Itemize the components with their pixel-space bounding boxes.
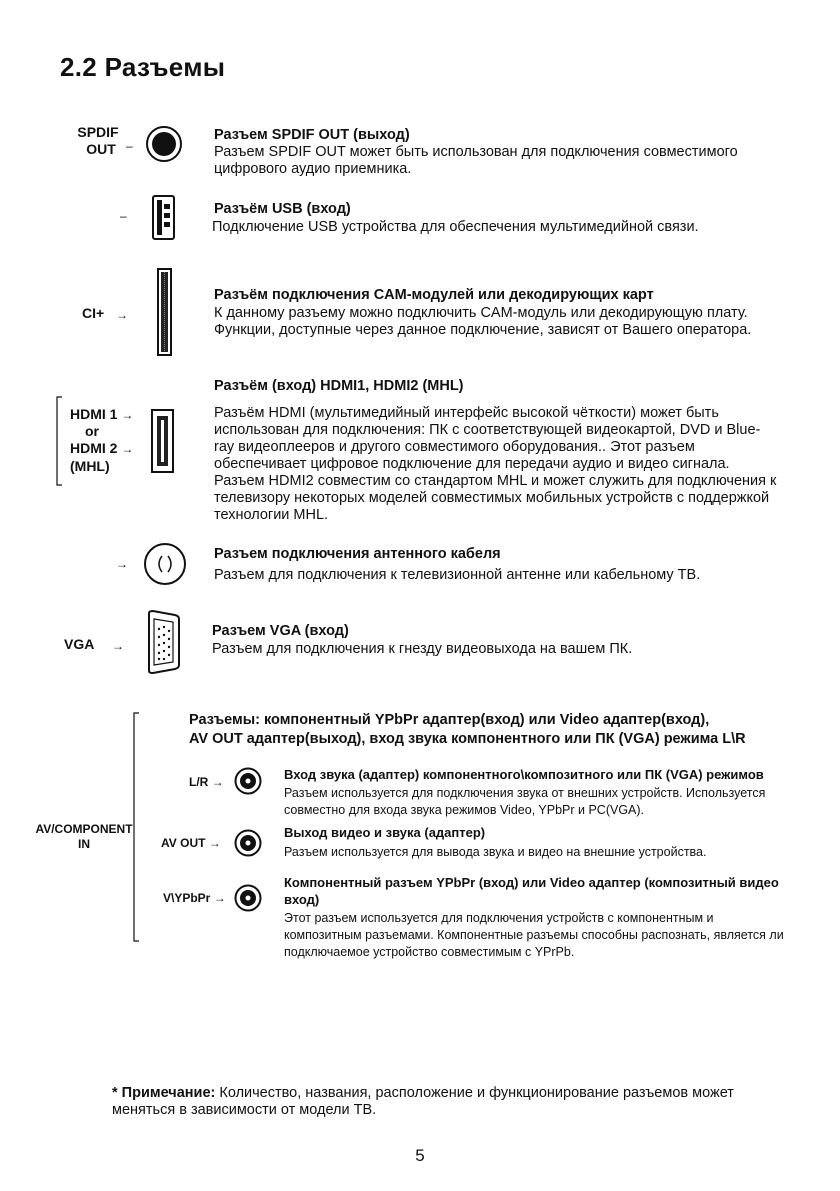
vga-label: VGA (64, 636, 95, 652)
ci-slot-icon (157, 268, 173, 358)
spdif-label (72, 124, 124, 158)
vga-pointer: → (112, 639, 124, 653)
lr-heading: Вход звука (адаптер) компонентного\композитного или ПК (VGA) режимов (284, 767, 764, 782)
hdmi-port-icon (150, 408, 176, 476)
spdif-pointer: – (126, 139, 133, 153)
avout-jack-icon (234, 829, 264, 859)
ci-description: К данному разъему можно подключить CAM-модуль или декодирующую плату. Функции, доступные через данное подключение, зависят от Вашего оператора. (214, 305, 752, 338)
avout-description: Разъем используется для вывода звука и видео на внешние устройства. (284, 845, 707, 859)
lr-label: L/R → (189, 775, 224, 789)
footnote (112, 1085, 772, 1119)
ypbpr-label-text: V\YPbPr (163, 891, 211, 905)
usb-port-icon (152, 195, 176, 241)
ci-pointer: → (116, 308, 128, 322)
hdmi-label-2: HDMI 2 → (70, 440, 134, 456)
footnote-text: Количество, названия, расположение и функционирование разъемов может меняться в зависимости от модели ТВ. (112, 1085, 734, 1118)
ypbpr-description: Этот разъем используется для подключения устройств с компонентным и композитным разъемами. Компонентные разъемы способны распознать, является ли подключаемое устройство совместимым с YPrPb. (284, 911, 784, 959)
avout-label: AV OUT → (161, 836, 221, 850)
antenna-heading: Разъем подключения антенного кабеля (214, 546, 501, 562)
spdif-label-line1: SPDIF (77, 124, 119, 140)
av-heading-line1: Разъемы: компонентный YPbPr адаптер(вход) или Video адаптер(вход), (189, 712, 710, 728)
avout-heading: Выход видео и звука (адаптер) (284, 825, 486, 840)
antenna-connector-icon (143, 542, 187, 586)
page-title: 2.2 Разъемы (60, 52, 226, 82)
hdmi-label-1: HDMI 1 → (70, 406, 134, 422)
spdif-label-line2: OUT (86, 141, 116, 157)
ci-heading: Разъём подключения CAM-модулей или декодирующих карт (214, 287, 654, 303)
lr-label-text: L/R (189, 775, 209, 789)
usb-pointer: – (120, 209, 127, 223)
vga-heading: Разъем VGA (вход) (212, 623, 349, 639)
vga-port-icon (145, 609, 183, 677)
lr-jack-icon (234, 767, 264, 797)
spdif-jack-icon (145, 125, 185, 165)
hdmi-heading: Разъём (вход) HDMI1, HDMI2 (MHL) (214, 378, 464, 394)
antenna-pointer: → (116, 557, 128, 571)
hdmi2-text: HDMI 2 (70, 440, 118, 456)
hdmi-description: Разъём HDMI (мультимедийный интерфейс высокой чёткости) может быть использован для подключения: ПК с соответствующей видеокартой, DVD и Blue-ray видеоплееров и другого совместимого оборудования.. Этот разъем обеспечивает цифровое подключение для передачи аудио и видео сигнала. Разъем HDMI2 совместим со стандартом MHL и может служить для подключения к телевизору некоторых моделей совместимых мобильных устройств с поддержкой технологии MHL. (214, 405, 777, 523)
usb-description: Подключение USB устройства для обеспечения мультимедийной связи. (212, 219, 699, 235)
hdmi-label-mhl: (MHL) (70, 458, 110, 474)
ypbpr-label: V\YPbPr → (163, 891, 226, 905)
spdif-heading: Разъем SPDIF OUT (выход) (214, 127, 410, 143)
av-group-label (28, 822, 140, 852)
footnote-prefix: * Примечание: (112, 1085, 216, 1101)
avout-label-text: AV OUT (161, 836, 206, 850)
page-number: 5 (415, 1146, 425, 1165)
spdif-description: Разъем SPDIF OUT может быть использован для подключения совместимого цифрового аудио приемника. (214, 144, 738, 177)
antenna-description: Разъем для подключения к телевизионной антенне или кабельному ТВ. (214, 567, 701, 583)
av-heading-line2: AV OUT адаптер(выход), вход звука компонентного или ПК (VGA) режима L\R (189, 731, 746, 747)
usb-heading: Разъём USB (вход) (214, 201, 351, 217)
ypbpr-heading: Компонентный разъем YPbPr (вход) или Video адаптер (композитный видео вход) (284, 875, 779, 907)
hdmi-label-or: or (85, 423, 99, 439)
hdmi1-text: HDMI 1 (70, 406, 118, 422)
lr-description: Разъем используется для подключения звука от внешних устройств. Используется совместно для входа звука режимов Video, YPbPr и PC(VGA). (284, 786, 766, 817)
ypbpr-jack-icon (234, 884, 264, 914)
av-group-label-line1: AV/COMPONENT (35, 822, 133, 836)
vga-description: Разъем для подключения к гнезду видеовыхода на вашем ПК. (212, 641, 633, 657)
hdmi-bracket (56, 396, 66, 488)
av-group-label-line2: IN (78, 837, 90, 851)
ci-label: CI+ (82, 305, 105, 321)
